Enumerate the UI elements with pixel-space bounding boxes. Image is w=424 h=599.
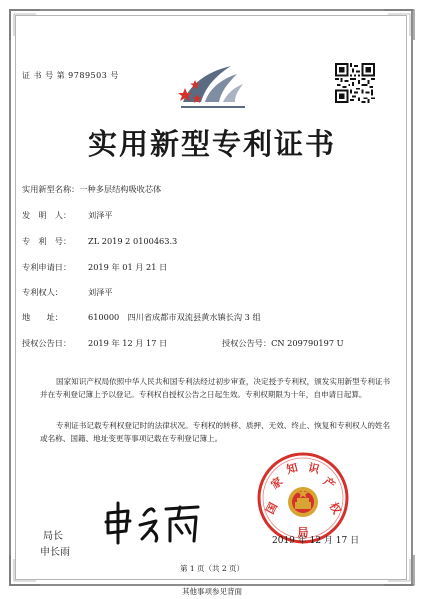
field-label: 发 明 人： [22,210,72,220]
field-value: 刘泽平 [88,287,113,297]
field-utility-model-name [22,184,161,195]
certificate-number: 证 书 号 第 9789503 号 [22,71,119,80]
signature-name: 申长雨 [40,547,70,558]
field-value: CN 209790197 U [271,338,344,348]
field-patentee [22,287,113,298]
paragraph-legal-status: 专利证书记载专利权登记时的法律状况。专利权的转移、质押、无效、终止、恢复和专利权人的姓名或名称、国籍、地址变更等事项记载在专利登记簿上。 [40,421,391,443]
national-emblem-icon [288,487,318,517]
corner-ornament-top-left [8,8,42,42]
field-inventor [22,210,113,221]
svg-text:权: 权 [326,500,344,517]
field-grant-number [222,338,344,349]
svg-text:家: 家 [268,474,286,492]
cnipa-logo-icon [175,58,251,114]
field-value: 2019 年 12 月 17 日 [88,338,168,348]
footer-note: 其他事项参见背面 [182,587,242,596]
field-address [22,312,261,323]
field-value: ZL 2019 2 0100463.3 [88,236,178,246]
field-label: 专 利 号： [22,236,72,246]
qr-code-icon [335,63,375,103]
field-label: 授权公告号： [222,338,272,348]
field-label: 实用新型名称： [22,184,80,194]
field-grant-date [22,338,167,349]
field-label: 专利申请日： [22,262,72,272]
svg-text:产: 产 [320,474,338,492]
handwritten-signature-icon [100,495,205,550]
svg-text:国: 国 [263,500,281,517]
signature-title: 局长 [43,531,63,542]
certificate-title: 实用新型专利证书 [87,127,336,161]
official-seal-icon [255,450,351,546]
seal-date: 2019 年 12 月 17 日 [272,536,360,546]
field-value: 刘泽平 [88,210,113,220]
field-value: 2019 年 01 月 21 日 [88,262,168,272]
field-label: 地 址： [22,312,63,322]
page-number: 第 1 页（共 2 页） [179,564,245,573]
field-label: 授权公告日： [22,338,72,348]
paragraph-grant-decision: 国家知识产权局依照中华人民共和国专利法经过初步审查，决定授予专利权，颁发实用新型专利证书并在专利登记簿上予以登记。专利权自授权公告之日起生效。专利权期限为十年，自申请日起算。 [40,377,391,399]
field-value: 610000 四川省成都市双流县黄水镇长沟 3 组 [88,312,261,322]
svg-text:知: 知 [285,460,300,477]
field-filing-date [22,262,167,273]
field-value: 一种多层结构吸收芯体 [79,184,162,194]
svg-text:识: 识 [306,460,321,477]
field-label: 专利权人： [22,287,63,297]
field-patent-number [22,236,177,247]
svg-text:局: 局 [297,526,309,539]
corner-ornament-top-right [382,8,416,42]
